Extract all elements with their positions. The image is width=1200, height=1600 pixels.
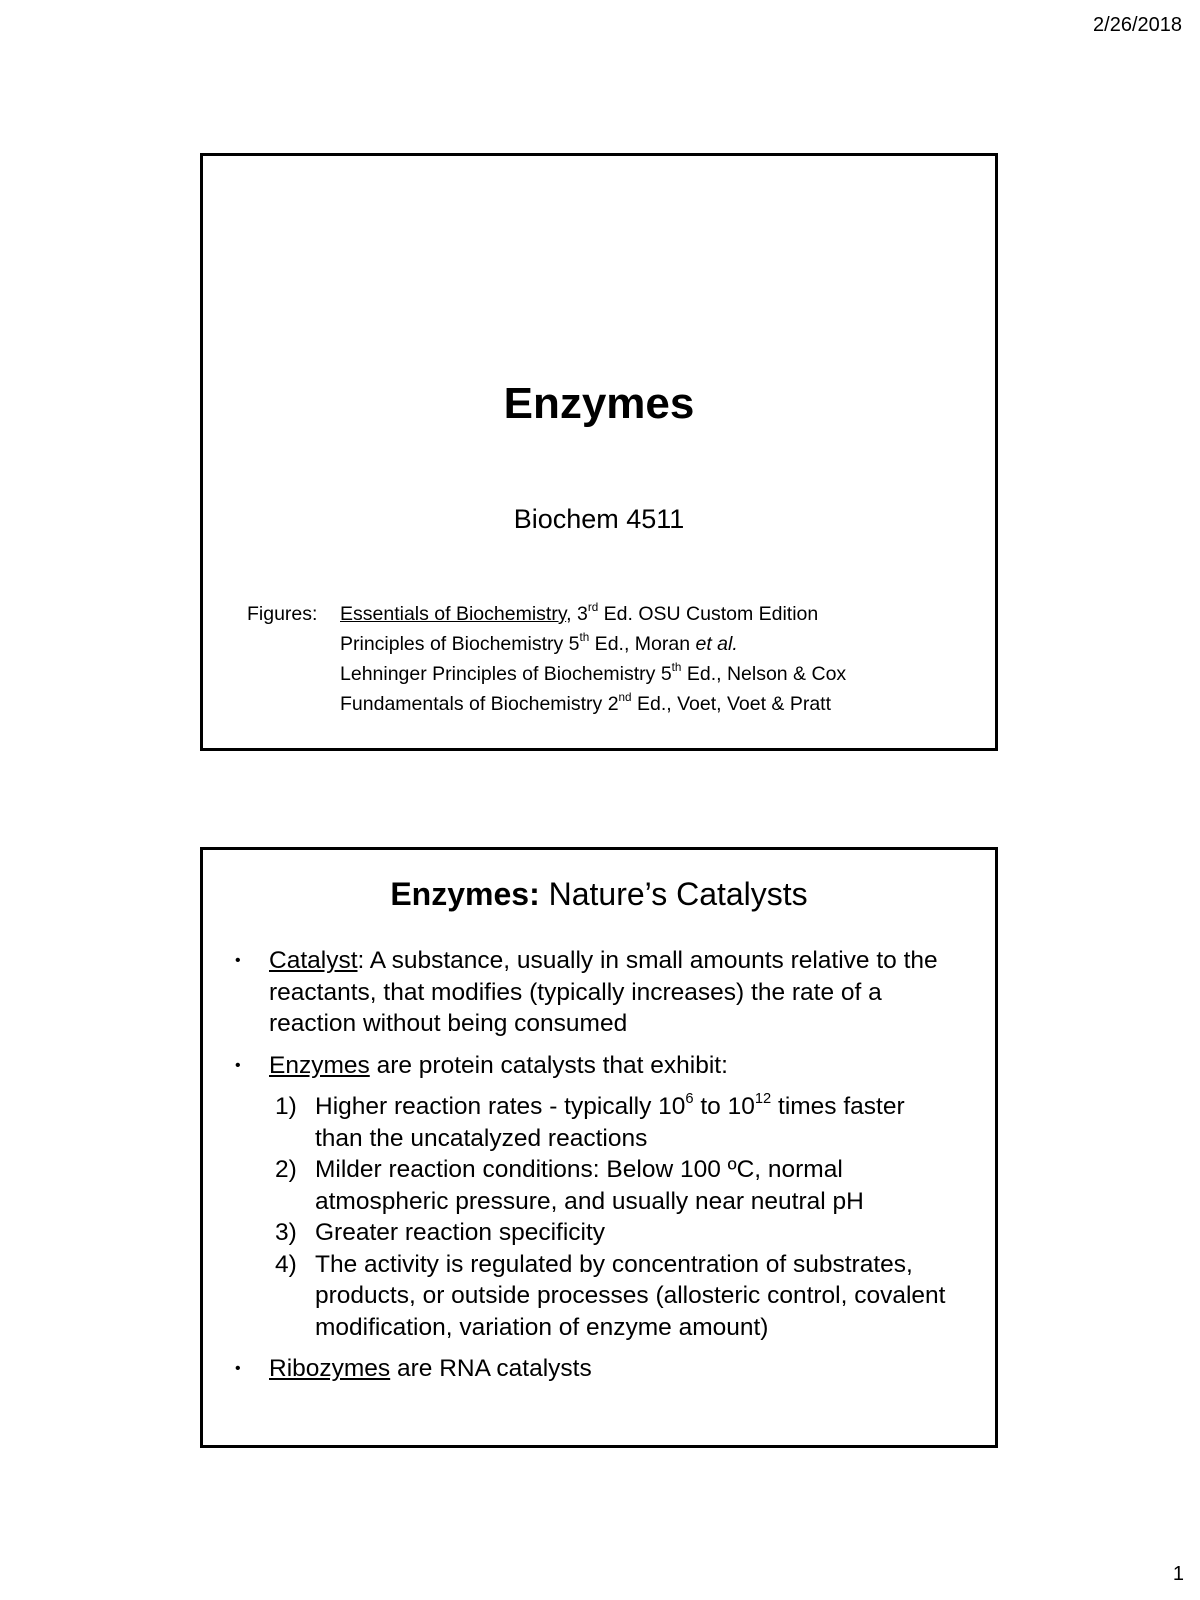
numbered-list [269,1091,949,1343]
list-item: 1) Higher reaction rates - typically $10^6$ to $10^{12}$ times faster than the uncatalyzed reactions [275,1090,905,1152]
reference-line [247,599,846,629]
bullet-marker: • [235,1056,241,1074]
reference-line [247,659,846,689]
bullet-marker: • [235,1360,241,1377]
bullet-catalyst: • Catalyst: A substance, usually in small amounts relative to the reactants, that modifies (typically increases) the rate of a reaction without being consumed [229,945,949,1040]
reference-text: Essentials of Biochemistry, 3rd Ed. OSU Custom Edition [340,601,819,625]
figures-label: Figures: [247,603,318,625]
page-date: 2/26/2018 [1093,14,1182,36]
course-subtitle: Biochem 4511 [513,504,685,534]
bullet-enzymes: • Enzymes are protein catalysts that exhibit: [229,1050,949,1082]
reference-text: Principles of Biochemistry 5th Ed., Moran et al. [340,631,738,655]
slide-2 [200,847,998,1448]
reference-line [247,629,846,659]
figure-references [247,599,846,719]
reference-line [247,689,846,719]
bullet-ribozymes: • Ribozymes are RNA catalysts [229,1353,949,1385]
list-item: 3) Greater reaction specificity [275,1219,606,1246]
slide-title: Enzymes [503,379,695,428]
reference-text: Lehninger Principles of Biochemistry 5th Ed., Nelson & Cox [340,661,847,685]
bullet-marker: • [235,952,241,969]
slide-1 [200,153,998,751]
list-item: 4) The activity is regulated by concentration of substrates, products, or outside processes (allosteric control, covalent modification, variation of enzyme amount) [275,1250,946,1341]
bullet-list [229,945,949,1395]
reference-text: Fundamentals of Biochemistry 2nd Ed., Voet, Voet & Pratt [340,691,832,715]
page-number: 1 [1172,1563,1184,1585]
slide-title: Enzymes: Nature’s Catalysts [390,876,808,912]
list-item: 2) Milder reaction conditions: Below 100 ºC, normal atmospheric pressure, and usually near neutral pH [275,1156,864,1215]
